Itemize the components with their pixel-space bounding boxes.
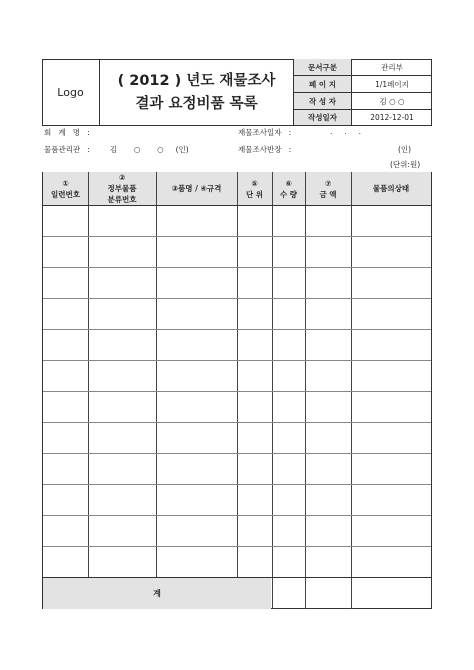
manager-value: 김 ○ ○ (인): [110, 145, 189, 154]
info-row-page: [294, 76, 432, 93]
info-row-doc-type: [294, 59, 432, 76]
column-label: 금 액: [319, 189, 337, 199]
column-header-serial: [43, 172, 88, 205]
accounting-name-label: 회 계 명 :: [44, 128, 90, 137]
table-row: [43, 267, 431, 268]
title-line-1: ( 2012 ) 년도 재물조사: [117, 72, 276, 89]
survey-date-label: 재물조사일자 :: [238, 128, 292, 137]
column-label: 단 위: [245, 189, 264, 199]
table-row: [43, 546, 431, 547]
survey-chief-label: 재물조사반장 :: [238, 145, 292, 154]
survey-date-value: . . .: [330, 127, 361, 136]
logo: Logo: [42, 59, 100, 126]
column-number: ⑤: [251, 178, 258, 188]
column-label: ③품명 / ④규격: [171, 184, 222, 193]
info-key: 작 성 자: [294, 93, 352, 109]
column-header-amount: [305, 172, 351, 205]
column-number: ①: [62, 178, 69, 188]
column-divider: [237, 172, 238, 578]
title-line-2: 결과 요정비품 목록: [135, 95, 258, 112]
table-row: [43, 391, 431, 392]
header-divider: [43, 205, 431, 206]
column-number: ⑥: [285, 178, 292, 188]
document-title: [100, 59, 294, 126]
table-row: [43, 484, 431, 485]
column-header-condition: [351, 172, 431, 205]
column-label: 정부물품 분류번호: [107, 184, 137, 204]
column-label: 일련번호: [51, 189, 80, 199]
manager-label: 물품관리관 :: [44, 145, 90, 154]
column-header-name-spec: [156, 172, 237, 205]
column-number: ②: [118, 173, 126, 182]
table-row: [43, 515, 431, 516]
table-row: [43, 422, 431, 423]
column-label: 물품의상태: [372, 184, 410, 193]
column-label: 수 량: [279, 189, 298, 199]
table-row: [43, 360, 431, 361]
column-header-quantity: [272, 172, 305, 205]
info-value: 김 ○ ○: [379, 96, 405, 106]
info-key: 페 이 지: [294, 76, 352, 92]
info-key: 문서구분: [294, 59, 352, 75]
column-header-class-no: [88, 172, 156, 205]
survey-chief-seal: (인): [398, 145, 412, 154]
info-row-date: [294, 110, 432, 125]
info-value: 관리부: [381, 62, 403, 72]
info-row-author: [294, 93, 432, 110]
table-row: [43, 453, 431, 454]
table-row: [43, 298, 431, 299]
total-label: 계: [43, 578, 271, 609]
table-row: [43, 329, 431, 330]
info-value: 2012-12-01: [370, 113, 414, 122]
column-divider: [88, 172, 89, 578]
info-value: 1/1페이지: [375, 79, 409, 89]
column-divider: [156, 172, 157, 578]
column-number: ⑦: [324, 178, 332, 188]
info-key: 작성일자: [294, 110, 352, 125]
table-row: [43, 236, 431, 237]
unit-note: (단위:원): [390, 160, 421, 169]
column-header-unit: [237, 172, 272, 205]
